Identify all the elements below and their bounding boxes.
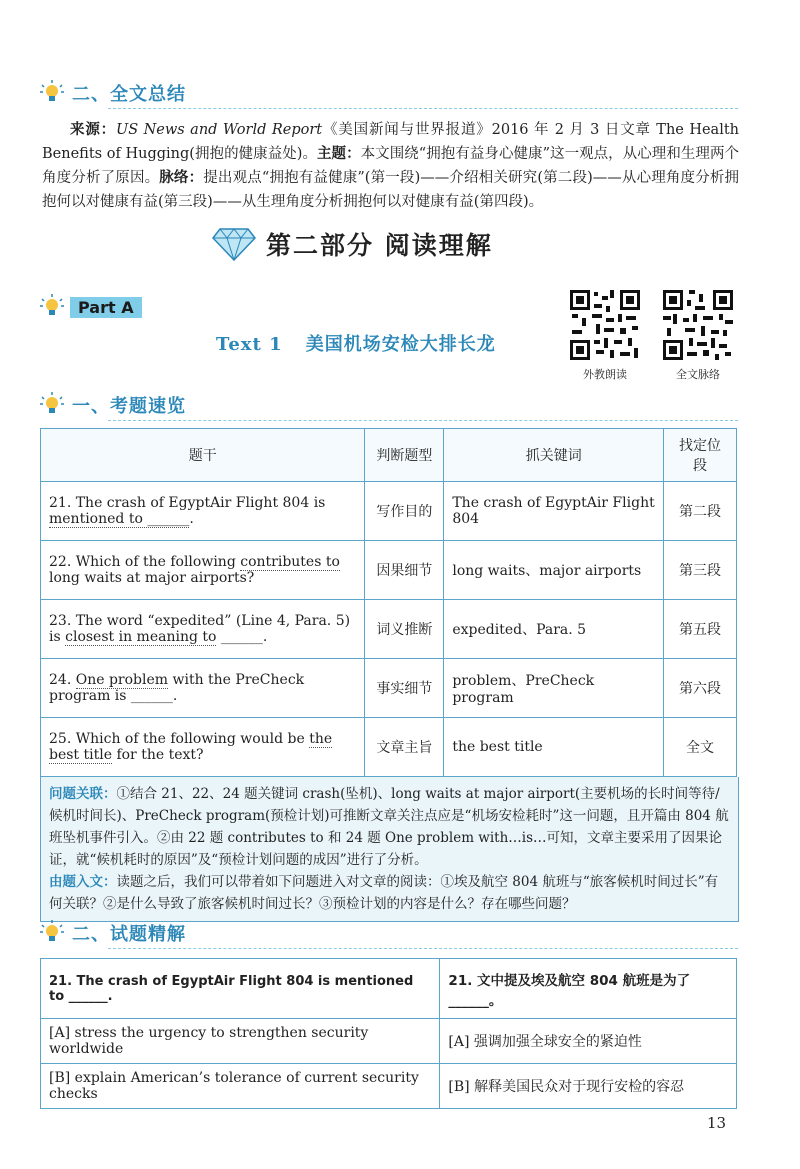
question-row xyxy=(41,959,737,1019)
detail-table xyxy=(40,958,737,1109)
entry-text: 读题之后，我们可以带着如下问题进入对文章的阅读：①埃及航空 804 航班与“旅客候机时间过长”有何关联？②是什么导致了旅客候机时间过长？③预检计划的内容是什么？存在哪些问题？ xyxy=(49,874,719,912)
qr-left-label: 外教朗读 xyxy=(583,368,627,381)
type-cell: 词义推断 xyxy=(365,600,444,659)
text-title-cn: 美国机场安检大排长龙 xyxy=(305,334,496,355)
keyword-cell: problem、PreCheck program xyxy=(444,659,664,718)
theme-text: 本文围绕“拥抱有益身心健康”这一观点，从心理和生理两个角度分析了原因。 xyxy=(42,146,740,186)
stem-cell: 21. The crash of EgyptAir Flight 804 is mentioned to ______. xyxy=(41,482,365,541)
summary-title: 二、全文总结 xyxy=(72,84,186,105)
text-number: Text 1 xyxy=(216,334,283,355)
question-cn: 21. 文中提及埃及航空 804 航班是为了______。 xyxy=(440,959,737,1019)
source-label: 来源： xyxy=(70,122,117,138)
part-title: 第二部分 阅读理解 xyxy=(266,231,493,260)
option-row xyxy=(41,1064,737,1109)
option-row xyxy=(41,1019,737,1064)
summary-body xyxy=(42,118,739,214)
keyword-cell: the best title xyxy=(444,718,664,777)
header-type: 判断题型 xyxy=(365,429,444,482)
lightbulb-icon xyxy=(38,79,66,107)
type-cell: 因果细节 xyxy=(365,541,444,600)
association-text: ①结合 21、22、24 题关键词 crash(坠机)、long waits at major airport(主要机场的长时间等待/候机时间长)、PreCheck program(预检计划)可推断文章关注点应是“机场安检耗时”这一问题，且开篇由 804 航班坠机事件引入。②由 22 题 contributes to 和 24 题 One problem with…is…可知，文章主要采用了因果论证，就“候机耗时的原因”及“预检计划问题的成因”进行了分析。 xyxy=(49,786,729,868)
qr-code-icon xyxy=(568,288,642,362)
vein-text: 提出观点“拥抱有益健康”(第一段)——介绍相关研究(第二段)——从心理角度分析拥抱何以对健康有益(第三段)——从生理角度分析拥抱何以对健康有益(第四段)。 xyxy=(42,170,740,210)
type-cell: 写作目的 xyxy=(365,482,444,541)
stem-cell: 24. One problem with the PreCheck program is ______. xyxy=(41,659,365,718)
overview-table-wrap xyxy=(40,428,739,922)
divider xyxy=(108,108,738,109)
option-cn: [B] 解释美国民众对于现行安检的容忍 xyxy=(440,1064,737,1109)
divider xyxy=(108,948,738,949)
type-cell: 事实细节 xyxy=(365,659,444,718)
stem-cell: 23. The word “expedited” (Line 4, Para. 5) is closest in meaning to ______. xyxy=(41,600,365,659)
table-row xyxy=(41,600,737,659)
option-en: [A] stress the urgency to strengthen security worldwide xyxy=(41,1019,440,1064)
table-row xyxy=(41,541,737,600)
summary-heading xyxy=(38,78,738,108)
association-label: 问题关联： xyxy=(49,786,117,802)
page-number: 13 xyxy=(707,1114,727,1132)
qr-right[interactable] xyxy=(653,288,743,382)
part-heading xyxy=(212,226,493,262)
stem-cell: 22. Which of the following contributes to long waits at major airports? xyxy=(41,541,365,600)
stem-cell: 25. Which of the following would be the best title for the text? xyxy=(41,718,365,777)
diamond-icon xyxy=(212,227,256,261)
entry-label: 由题入文： xyxy=(49,874,117,890)
qr-left[interactable] xyxy=(560,288,650,382)
source-text: 《美国新闻与世界报道》2016 年 2 月 3 日文章 The Health Benefits of Hugging(拥抱的健康益处)。 xyxy=(42,122,740,162)
para-cell: 第二段 xyxy=(664,482,737,541)
overview-table xyxy=(40,428,737,777)
para-cell: 全文 xyxy=(664,718,737,777)
text-title xyxy=(216,330,496,356)
table-row xyxy=(41,718,737,777)
qr-code-icon xyxy=(661,288,735,362)
option-en: [B] explain American’s tolerance of current security checks xyxy=(41,1064,440,1109)
type-cell: 文章主旨 xyxy=(365,718,444,777)
detail-table-wrap xyxy=(40,958,737,1109)
para-cell: 第三段 xyxy=(664,541,737,600)
question-association xyxy=(49,783,730,871)
header-stem: 题干 xyxy=(41,429,365,482)
header-keyword: 抓关键词 xyxy=(444,429,664,482)
question-en: 21. The crash of EgyptAir Flight 804 is mentioned to ______. xyxy=(41,959,440,1019)
detail-title: 二、试题精解 xyxy=(72,924,186,945)
overview-heading xyxy=(38,390,738,420)
table-header-row xyxy=(41,429,737,482)
question-to-text xyxy=(49,871,730,915)
partA-label: Part A xyxy=(70,297,142,318)
table-row xyxy=(41,659,737,718)
table-row xyxy=(41,482,737,541)
keyword-cell: expedited、Para. 5 xyxy=(444,600,664,659)
theme-label: 主题： xyxy=(317,146,361,162)
detail-heading xyxy=(38,918,738,948)
vein-label: 脉络： xyxy=(159,170,204,186)
source-publication: US News and World Report xyxy=(116,122,323,138)
header-para: 找定位段 xyxy=(664,429,737,482)
para-cell: 第六段 xyxy=(664,659,737,718)
keyword-cell: long waits、major airports xyxy=(444,541,664,600)
keyword-cell: The crash of EgyptAir Flight 804 xyxy=(444,482,664,541)
lightbulb-icon xyxy=(38,293,66,321)
option-cn: [A] 强调加强全球安全的紧迫性 xyxy=(440,1019,737,1064)
lightbulb-icon xyxy=(38,919,66,947)
lightbulb-icon xyxy=(38,391,66,419)
para-cell: 第五段 xyxy=(664,600,737,659)
partA-heading xyxy=(38,292,142,322)
qr-right-label: 全文脉络 xyxy=(676,368,720,381)
divider xyxy=(108,420,738,421)
analysis-box xyxy=(40,777,739,922)
overview-title: 一、考题速览 xyxy=(72,396,186,417)
